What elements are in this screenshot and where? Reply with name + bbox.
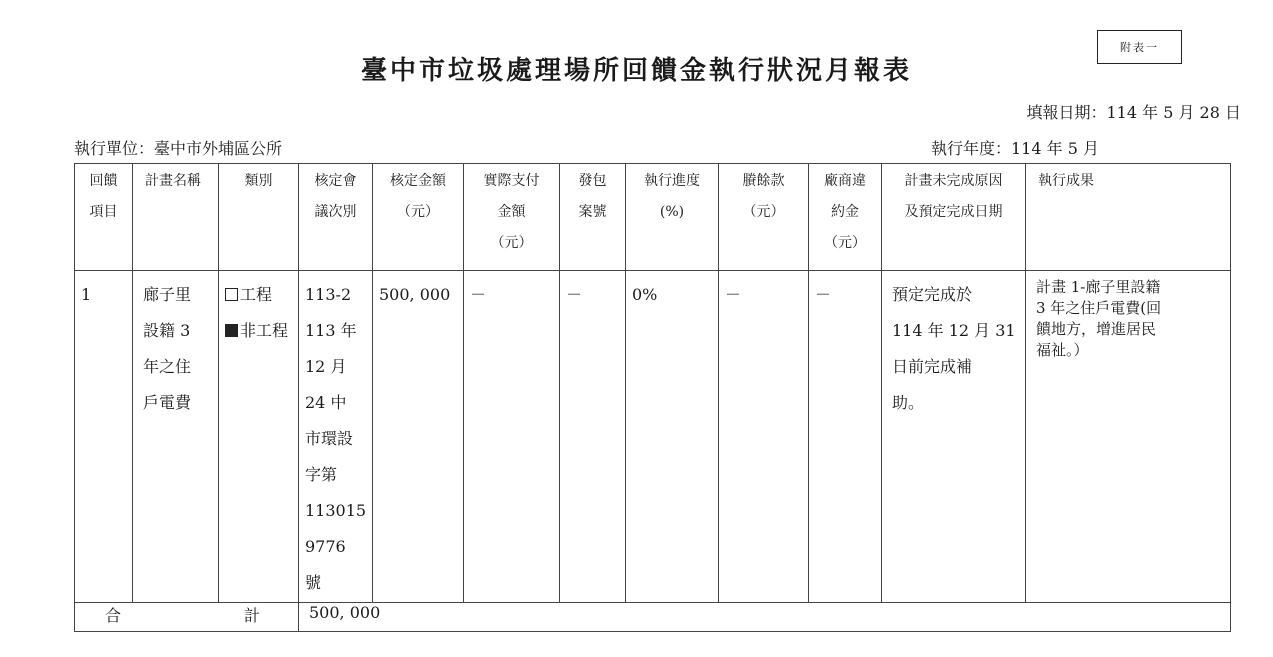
text-line: 福祉。）	[1036, 341, 1089, 359]
text-line: 計畫名稱	[145, 173, 201, 189]
exec-unit: 執行單位：臺中市外埔區公所	[74, 139, 283, 158]
text-line: 回饋	[89, 173, 118, 189]
text-line: 號	[305, 573, 322, 592]
text-line: 賸餘款	[742, 173, 785, 189]
text-line: 預定完成於	[892, 285, 973, 304]
text-line: 114 年 12 月 31	[892, 321, 1016, 340]
text-line: 113-2	[305, 285, 352, 304]
cell-penalty: －	[809, 271, 882, 603]
text-line: 約金	[831, 204, 859, 220]
cell-contract-no: －	[560, 271, 626, 603]
cell-surplus: －	[719, 271, 809, 603]
header-category	[219, 164, 299, 271]
header-penalty	[809, 164, 882, 271]
category-option-non-engineering[interactable]: 非工程	[225, 313, 298, 349]
cell-progress: 0%	[626, 271, 719, 603]
text-line: 設籍 3	[143, 321, 191, 340]
header-item	[75, 164, 133, 271]
text-line: 助。	[892, 393, 925, 412]
header-result	[1026, 164, 1231, 271]
text-line: 類別	[244, 173, 273, 189]
text-line: 日前完成補	[892, 357, 973, 376]
cell-category	[219, 271, 299, 603]
text-line: 年之住	[143, 357, 192, 376]
text-line: 執行成果	[1038, 173, 1094, 189]
cell-actual-paid: －	[464, 271, 560, 603]
text-line: 議次別	[314, 204, 357, 220]
header-actual-paid	[464, 164, 560, 271]
header-reason	[882, 164, 1026, 271]
header-meeting	[299, 164, 373, 271]
header-progress	[626, 164, 719, 271]
text-line: 項目	[89, 204, 118, 220]
cell-plan-name	[133, 271, 219, 603]
total-row	[75, 603, 1231, 632]
text-line: 金額	[497, 204, 526, 220]
attachment-label: 附表一	[1097, 30, 1182, 64]
table-row	[75, 271, 1231, 603]
cell-meeting	[299, 271, 373, 603]
text-line: 113015	[305, 501, 367, 520]
header-approved-amount	[373, 164, 464, 271]
text-line: 字第	[305, 465, 338, 484]
text-line: （元）	[742, 204, 785, 220]
text-line: 核定金額	[390, 173, 446, 189]
category-option-engineering[interactable]: 工程	[225, 277, 298, 313]
text-line: 執行進度	[644, 173, 700, 189]
text-line: 市環設	[305, 429, 354, 448]
text-line: 9776	[305, 537, 346, 556]
text-line: 12 月	[305, 357, 347, 376]
report-title: 臺中市垃圾處理場所回饋金執行狀況月報表	[360, 56, 912, 86]
text-line: (%)	[659, 204, 685, 220]
text-line: 饋地方，增進居民	[1036, 320, 1157, 338]
text-line: （元）	[824, 235, 866, 251]
cell-item: 1	[75, 271, 133, 603]
text-line: 廠商違	[824, 173, 866, 189]
cell-reason	[882, 271, 1026, 603]
text-line: 24 中	[305, 393, 347, 412]
fill-date: 填報日期：114 年 5 月 28 日	[1026, 103, 1241, 122]
text-line: 發包	[578, 173, 607, 189]
text-line: 3 年之住戶電費(回	[1036, 299, 1162, 317]
exec-year: 執行年度：114 年 5 月	[931, 139, 1099, 158]
text-line: 戶電費	[143, 393, 192, 412]
unchecked-box-icon	[225, 288, 238, 301]
header-row	[75, 164, 1231, 271]
report-table	[74, 163, 1231, 632]
cell-approved-amount: 500, 000	[373, 271, 464, 603]
header-contract-no	[560, 164, 626, 271]
text-line: （元）	[397, 204, 439, 220]
text-line: 113 年	[305, 321, 357, 340]
text-line: 廊子里	[143, 285, 192, 304]
text-line: 實際支付	[483, 173, 540, 189]
total-label: 合 計	[75, 603, 299, 632]
text-line: 計畫 1-廊子里設籍	[1036, 278, 1161, 296]
text-line: （元）	[490, 235, 533, 251]
header-surplus	[719, 164, 809, 271]
text-line: 案號	[578, 204, 607, 220]
checked-box-icon	[225, 324, 238, 337]
text-line: 計畫未完成原因	[904, 173, 1003, 189]
text-line: 及預定完成日期	[904, 204, 1003, 220]
cell-result	[1026, 271, 1231, 603]
total-amount: 500, 000	[299, 603, 1231, 632]
header-plan-name	[133, 164, 219, 271]
text-line: 核定會	[314, 173, 357, 189]
